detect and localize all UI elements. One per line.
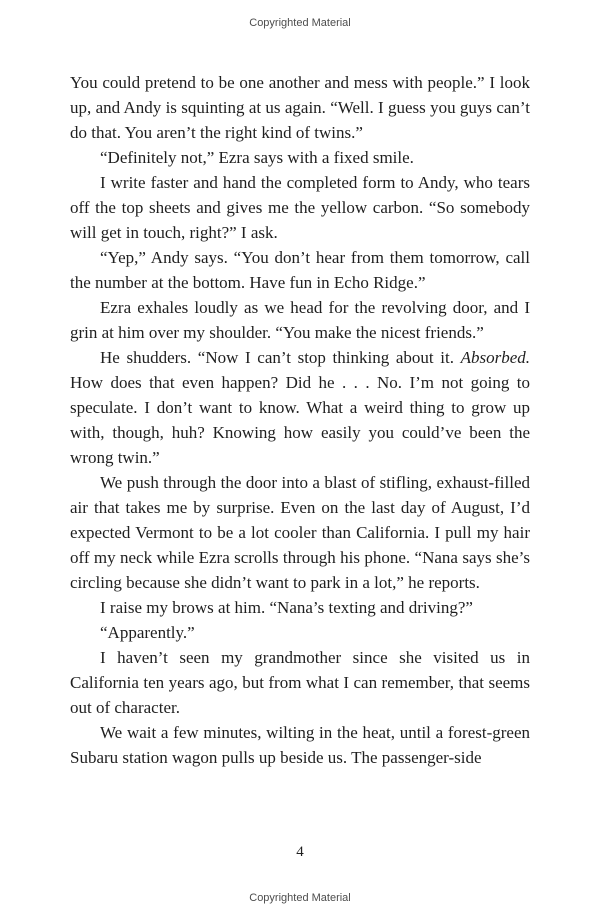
paragraph — [70, 170, 530, 245]
text-segment: We wait a few minutes, wilting in the heat, until a forest-green Subaru station wagon pulls up beside us. The passenger-side — [70, 723, 530, 767]
paragraph — [70, 295, 530, 345]
text-segment: “Yep,” Andy says. “You don’t hear from them tomorrow, call the number at the bottom. Have fun in Echo Ridge.” — [70, 248, 530, 292]
text-segment: You could pretend to be one another and mess with people.” I look up, and Andy is squinting at us again. “Well. I guess you guys can’t do that. You aren’t the right kind of twins.” — [70, 73, 530, 142]
copyright-notice-bottom: Copyrighted Material — [249, 892, 351, 904]
italic-text: Absorbed. — [460, 348, 530, 367]
paragraph — [70, 720, 530, 770]
paragraph — [70, 645, 530, 720]
body-text — [70, 70, 530, 770]
text-segment: We push through the door into a blast of stifling, exhaust-filled air that takes me by surprise. Even on the last day of August, I’d expected Vermont to be a lot cooler than California. I pull my hair off my neck while Ezra scrolls through his phone. “Nana says she’s circling because she didn’t want to park in a lot,” he reports. — [70, 473, 530, 592]
paragraph — [70, 70, 530, 145]
paragraph — [70, 470, 530, 595]
text-segment: “Definitely not,” Ezra says with a fixed smile. — [100, 148, 414, 167]
text-segment: He shudders. “Now I can’t stop thinking about it. — [100, 348, 461, 367]
text-segment: Ezra exhales loudly as we head for the revolving door, and I grin at him over my shoulder. “You make the nicest friends.” — [70, 298, 530, 342]
text-segment: How does that even happen? Did he . . . No. I’m not going to speculate. I don’t want to know. What a weird thing to grow up with, though, huh? Knowing how easily you could’ve been the wrong twin.” — [70, 373, 530, 467]
paragraph — [70, 245, 530, 295]
text-segment: I haven’t seen my grandmother since she visited us in California ten years ago, but from what I can remember, that seems out of character. — [70, 648, 530, 717]
text-segment: I write faster and hand the completed form to Andy, who tears off the top sheets and gives me the yellow carbon. “So somebody will get in touch, right?” I ask. — [70, 173, 530, 242]
paragraph — [70, 145, 530, 170]
copyright-notice-top: Copyrighted Material — [249, 17, 351, 29]
page-number: 4 — [296, 844, 304, 860]
text-segment: “Apparently.” — [100, 623, 195, 642]
paragraph — [70, 595, 530, 620]
paragraph — [70, 345, 530, 470]
text-segment: I raise my brows at him. “Nana’s texting and driving?” — [100, 598, 473, 617]
paragraph — [70, 620, 530, 645]
